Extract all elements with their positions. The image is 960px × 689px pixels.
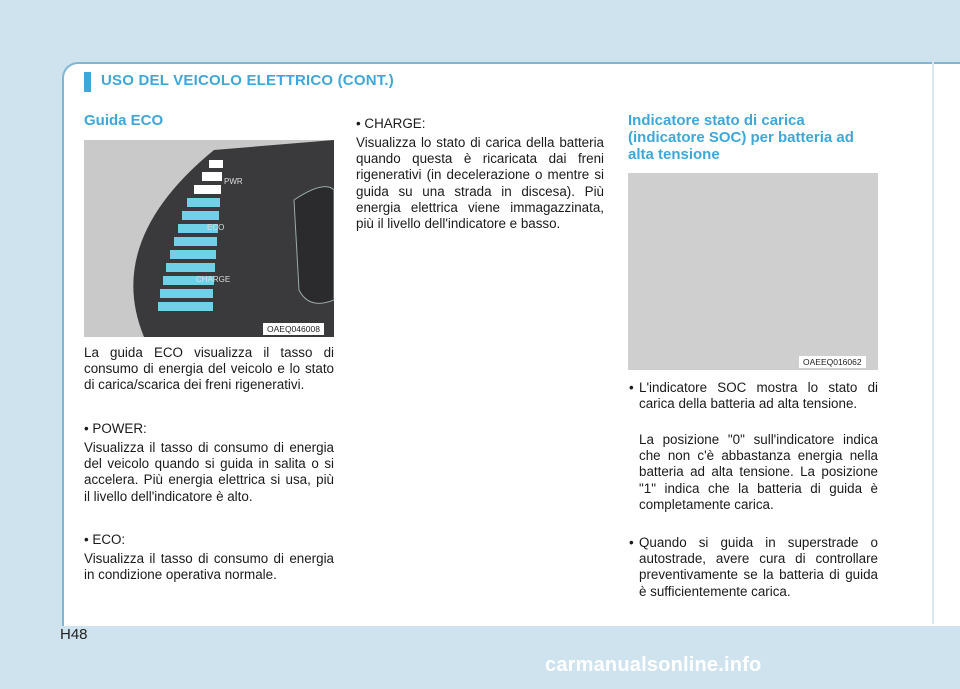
eco-gauge-illustration <box>84 140 334 337</box>
gauge-label-charge: CHARGE <box>196 275 231 284</box>
eco-gauge-image <box>84 140 334 337</box>
section-title: USO DEL VEICOLO ELETTRICO (CONT.) <box>101 72 394 89</box>
soc-gauge-image <box>628 173 878 370</box>
paragraph-charge: Visualizza lo stato di carica della batteria quando questa è ricaricata dai freni rigenerativi (in decelerazione o mentre si guida su una strada in discesa). Più energia elettrica viene immagazzinata, più il livello dell'indicatore e basso. <box>356 135 604 232</box>
watermark: carmanualsonline.info <box>545 654 762 676</box>
paragraph-eco-intro: La guida ECO visualizza il tasso di consumo di energia del veicolo e lo stato di carica/scarica dei freni rigenerativi. <box>84 345 334 393</box>
footer-band <box>0 655 960 689</box>
image-code-1: OAEQ046008 <box>263 323 324 335</box>
gauge-label-pwr: PWR <box>224 177 243 186</box>
page-number: H48 <box>60 626 88 643</box>
bullet-soc-2: • Quando si guida in superstrade o autostrade, avere cura di controllare preventivamente se la batteria di guida è sufficientemente carica. <box>639 535 878 600</box>
label-charge: • CHARGE: <box>356 116 426 131</box>
paragraph-eco: Visualizza il tasso di consumo di energia in condizione operativa normale. <box>84 551 334 583</box>
header-accent <box>84 72 91 92</box>
paragraph-power: Visualizza il tasso di consumo di energia del veicolo quando si guida in salita o si accelera. Più energia elettrica si usa, più il livello dell'indicatore è alto. <box>84 440 334 504</box>
heading-guida-eco: Guida ECO <box>84 112 164 129</box>
heading-soc: Indicatore stato di carica (indicatore SOC) per batteria ad alta tensione <box>628 112 854 163</box>
bullet-soc-1: • L'indicatore SOC mostra lo stato di carica della batteria ad alta tensione. <box>639 380 878 412</box>
label-eco: • ECO: <box>84 532 126 547</box>
label-power: • POWER: <box>84 421 147 436</box>
paragraph-soc-positions: La posizione "0" sull'indicatore indica che non c'è abbastanza energia nella batteria ad alta tensione. La posizione "1" indica che la batteria di guida è completamente carica. <box>639 432 878 512</box>
gauge-label-eco: ECO <box>207 223 225 232</box>
image-code-2: OAEEQ016062 <box>799 356 866 368</box>
right-rule <box>932 62 934 624</box>
